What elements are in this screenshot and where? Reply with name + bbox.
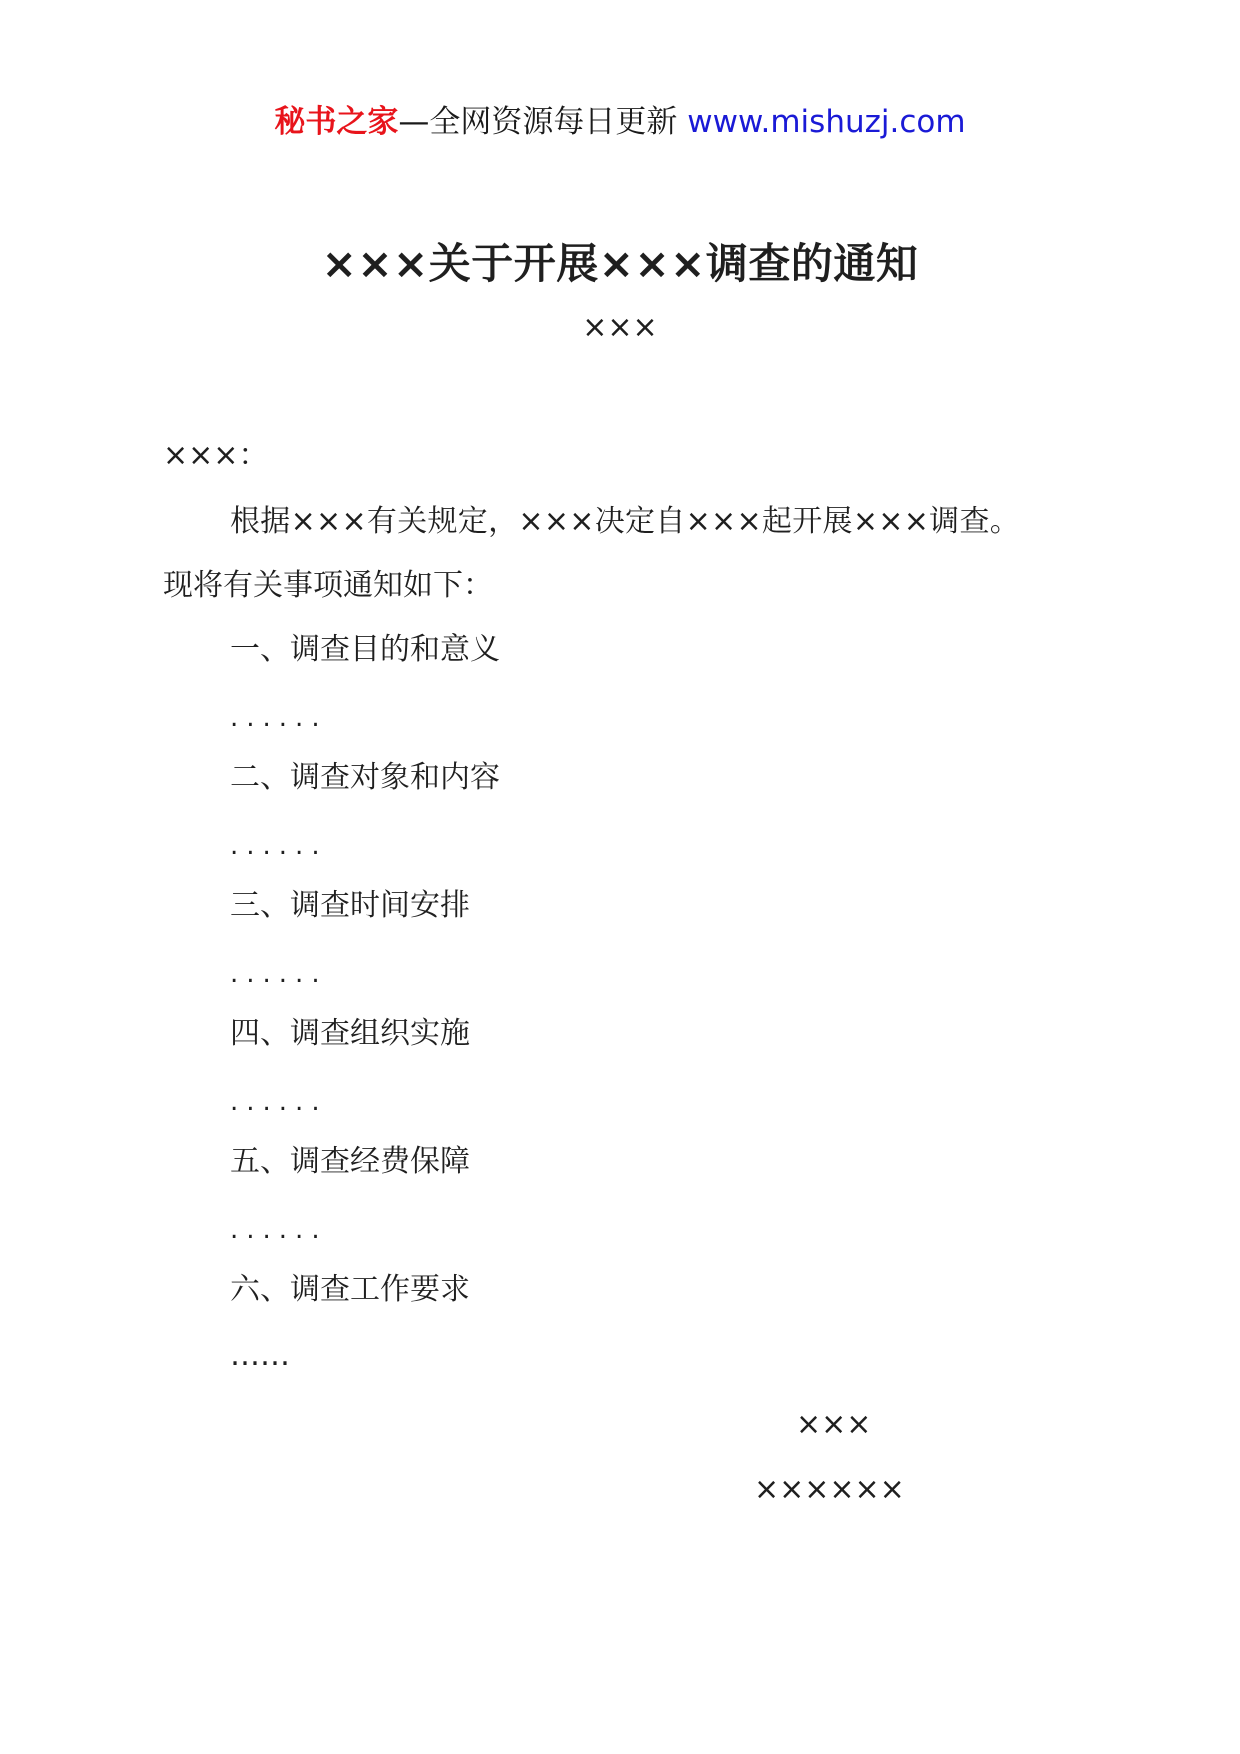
site-tagline: —全网资源每日更新: [398, 104, 678, 140]
intro-paragraph-line-2: 现将有关事项通知如下：: [163, 568, 493, 603]
section-content: ......: [230, 1087, 328, 1117]
section-heading: 六、调查工作要求: [230, 1272, 470, 1307]
brand-name: 秘书之家: [274, 104, 399, 140]
signature-date: ××××××: [754, 1472, 905, 1507]
document-issuer: ×××: [582, 310, 658, 345]
section-content: ......: [230, 831, 328, 861]
signature-organization: ×××: [796, 1407, 872, 1442]
site-url-link[interactable]: www.mishuzj.com: [687, 104, 966, 140]
section-content: ......: [230, 959, 328, 989]
site-header: [0, 100, 1240, 144]
document-title: ×××关于开展×××调查的通知: [321, 239, 919, 288]
section-heading: 二、调查对象和内容: [230, 760, 500, 795]
section-heading: 一、调查目的和意义: [230, 632, 500, 667]
section-content: ......: [230, 1215, 328, 1245]
section-content: ……: [230, 1338, 290, 1373]
section-content: ......: [230, 703, 328, 733]
intro-paragraph-line-1: 根据×××有关规定，×××决定自×××起开展×××调查。: [230, 504, 1021, 539]
section-heading: 五、调查经费保障: [230, 1144, 470, 1179]
section-heading: 四、调查组织实施: [230, 1016, 470, 1051]
salutation: ×××：: [163, 438, 269, 473]
section-heading: 三、调查时间安排: [230, 888, 470, 923]
